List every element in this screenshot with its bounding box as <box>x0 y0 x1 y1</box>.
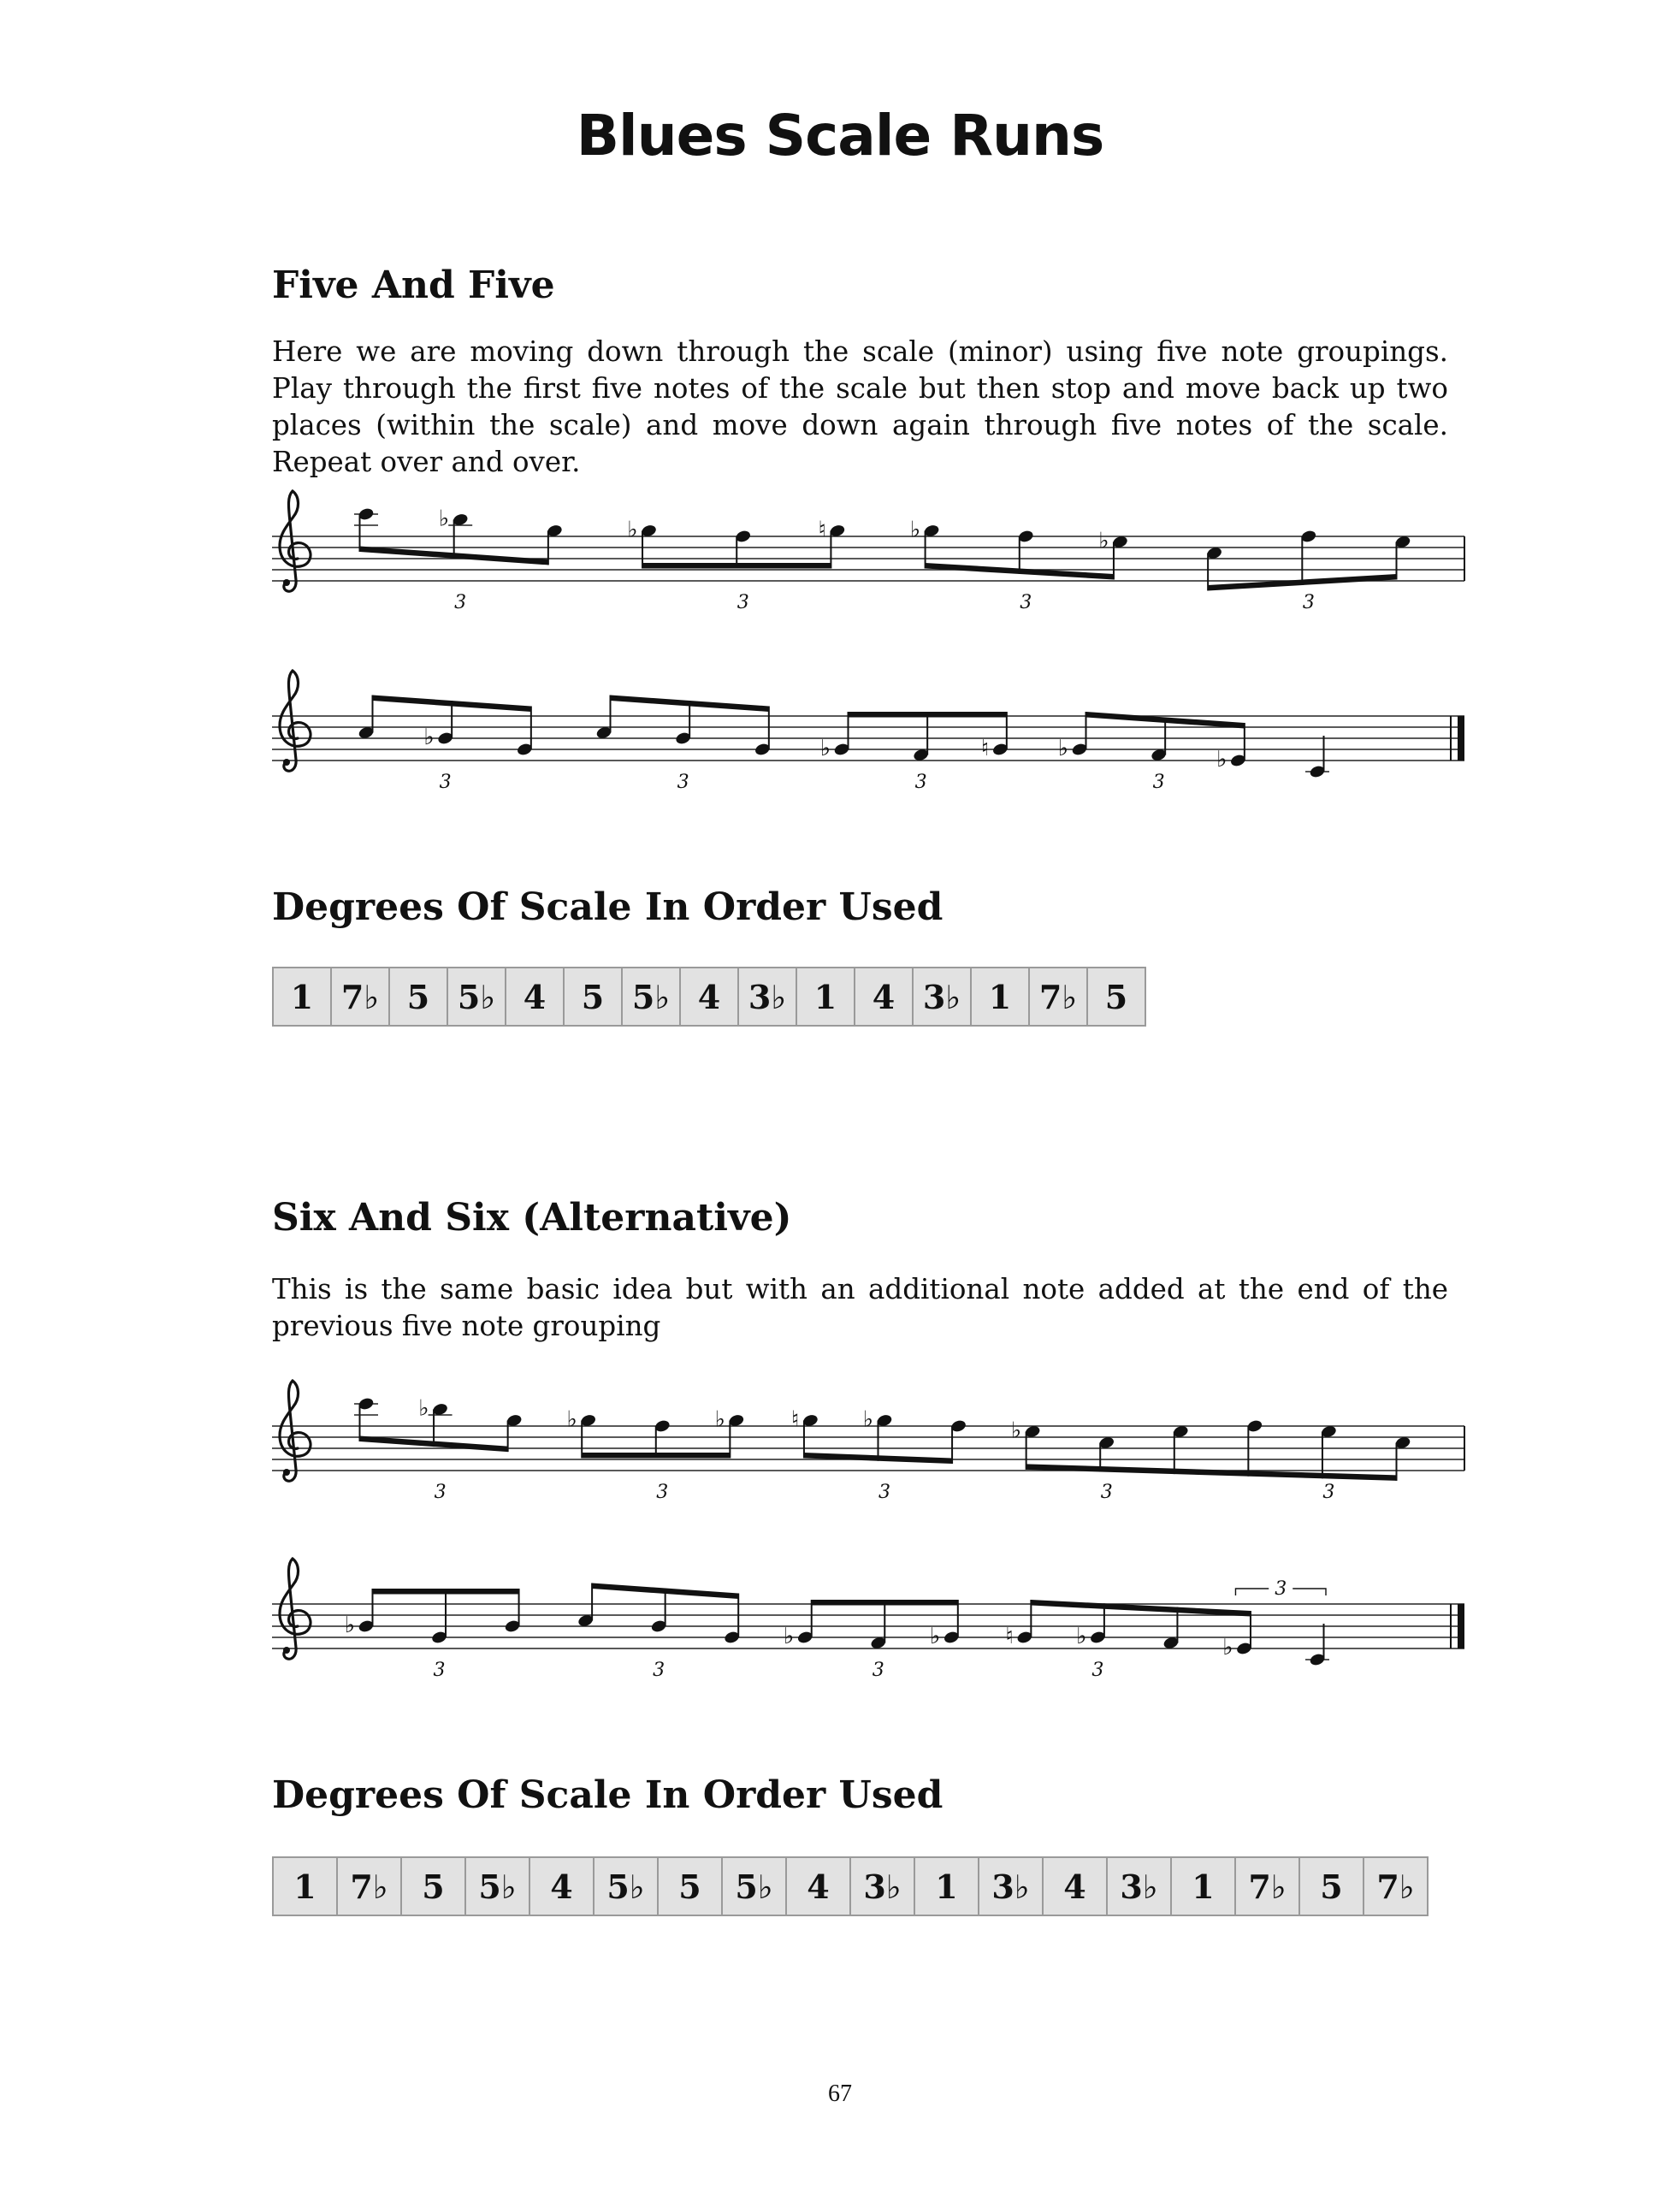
degree-cell: 5♭ <box>594 1857 658 1915</box>
degree-cell: 1 <box>971 968 1029 1026</box>
treble-clef-path <box>280 491 311 591</box>
degree-cell: 4 <box>1043 1857 1107 1915</box>
degree-cell: 7♭ <box>337 1857 401 1915</box>
degree-cell: 1 <box>796 968 855 1026</box>
notation-svg <box>257 1547 1488 1743</box>
flat-accidental: ♭ <box>714 1406 725 1433</box>
tuplet-number: 3 <box>656 1482 669 1503</box>
beam <box>812 1600 958 1606</box>
degree-cell: 3♭ <box>1107 1857 1171 1915</box>
tuplet-number: 3 <box>433 1660 446 1681</box>
beam <box>849 712 1007 718</box>
degree-cell: 7♭ <box>1029 968 1087 1026</box>
music-staff-system <box>257 1369 1488 1566</box>
tuplet-number: 3 <box>914 772 927 793</box>
final-barline <box>1458 716 1464 761</box>
tuplet-number: 3 <box>1152 772 1165 793</box>
degree-cell: 5♭ <box>722 1857 786 1915</box>
degree-cell: 3♭ <box>913 968 971 1026</box>
degrees-table <box>272 967 1146 1027</box>
beam <box>582 1453 730 1459</box>
treble-clef-icon <box>280 491 311 591</box>
tuplet-number: 3 <box>677 772 689 793</box>
degree-cell: 5 <box>1299 1857 1364 1915</box>
flat-accidental: ♭ <box>438 506 450 532</box>
flat-accidental: ♭ <box>1076 1624 1087 1649</box>
tuplet-bracket <box>1293 1589 1326 1595</box>
flat-accidental: ♭ <box>1057 736 1068 761</box>
degree-cell: 5 <box>658 1857 722 1915</box>
degrees-table <box>272 1856 1429 1916</box>
degree-cell: 3♭ <box>850 1857 914 1915</box>
section-description: Here we are moving down through the scale (minor) using five note groupings. Play through the first five notes of the scale but then stop and move back up two places (within the scale) and move down again through five notes of the scale. Repeat over and over. <box>272 335 1448 478</box>
treble-clef-dot <box>283 1647 290 1654</box>
flat-accidental: ♭ <box>566 1406 577 1433</box>
treble-clef-path <box>280 1559 311 1659</box>
degree-cell: 4 <box>855 968 913 1026</box>
natural-accidental: ♮ <box>1005 1624 1014 1649</box>
tuplet-bracket <box>1235 1589 1269 1595</box>
flat-accidental: ♭ <box>1216 747 1227 772</box>
degree-cell: 4 <box>506 968 564 1026</box>
natural-accidental: ♮ <box>791 1406 800 1433</box>
flat-accidental: ♭ <box>344 1613 355 1638</box>
treble-clef-path <box>280 1381 311 1481</box>
page-title: Blues Scale Runs <box>576 103 1104 169</box>
flat-accidental: ♭ <box>627 517 638 543</box>
degrees-row <box>273 968 1145 1026</box>
natural-accidental: ♮ <box>818 517 826 543</box>
flat-accidental: ♭ <box>1098 528 1109 554</box>
section-heading-six-and-six: Six And Six (Alternative) <box>272 1196 792 1240</box>
tuplet-number: 3 <box>736 592 749 613</box>
degree-cell: 1 <box>1171 1857 1235 1915</box>
flat-accidental: ♭ <box>1010 1418 1022 1444</box>
treble-clef-icon <box>280 1381 311 1481</box>
tuplet-number: 3 <box>1100 1482 1113 1503</box>
flat-accidental: ♭ <box>1222 1635 1233 1660</box>
final-barline <box>1458 1604 1464 1648</box>
tuplet-number: 3 <box>1322 1482 1335 1503</box>
degree-cell: 5 <box>564 968 622 1026</box>
flat-accidental: ♭ <box>819 736 831 761</box>
treble-clef-path <box>280 671 311 771</box>
flat-accidental: ♭ <box>783 1624 795 1649</box>
tuplet-number: 3 <box>878 1482 890 1503</box>
section-heading-five-and-five: Five And Five <box>272 263 555 307</box>
music-staff-system <box>257 1547 1488 1743</box>
treble-clef-icon <box>280 1559 311 1659</box>
music-staff-system <box>257 659 1488 855</box>
degree-cell: 4 <box>529 1857 594 1915</box>
degree-cell: 7♭ <box>1364 1857 1428 1915</box>
degree-cell: 5 <box>1087 968 1145 1026</box>
tuplet-number: 3 <box>872 1660 884 1681</box>
tuplet-number: 3 <box>1091 1660 1104 1681</box>
tuplet-number: 3 <box>1275 1578 1287 1600</box>
notation-svg <box>257 659 1488 855</box>
notation-svg <box>257 1369 1488 1566</box>
section-description: This is the same basic idea but with an additional note added at the end of the previous five note grouping <box>272 1273 1448 1342</box>
degrees-row <box>273 1857 1428 1915</box>
page-number: 67 <box>828 2080 852 2107</box>
treble-clef-dot <box>283 579 290 586</box>
tuplet-number: 3 <box>454 592 467 613</box>
degree-cell: 5 <box>389 968 447 1026</box>
notation-svg <box>257 479 1488 676</box>
degree-cell: 5♭ <box>447 968 506 1026</box>
degree-cell: 5♭ <box>622 968 680 1026</box>
flat-accidental: ♭ <box>423 725 435 750</box>
degree-cell: 3♭ <box>738 968 796 1026</box>
degree-cell: 4 <box>680 968 738 1026</box>
degree-cell: 5 <box>401 1857 465 1915</box>
treble-clef-icon <box>280 671 311 771</box>
beam <box>1026 1464 1397 1481</box>
degrees-heading: Degrees Of Scale In Order Used <box>272 1773 944 1817</box>
treble-clef-dot <box>283 759 290 766</box>
tuplet-number: 3 <box>653 1660 665 1681</box>
tuplet-number: 3 <box>439 772 452 793</box>
tuplet-number: 3 <box>1020 592 1032 613</box>
degree-cell: 1 <box>914 1857 979 1915</box>
flat-accidental: ♭ <box>418 1395 429 1422</box>
flat-accidental: ♭ <box>909 517 921 543</box>
flat-accidental: ♭ <box>862 1406 873 1433</box>
degrees-heading: Degrees Of Scale In Order Used <box>272 885 944 929</box>
degree-cell: 1 <box>273 1857 337 1915</box>
tuplet-number: 3 <box>1302 592 1315 613</box>
flat-accidental: ♭ <box>930 1624 941 1649</box>
natural-accidental: ♮ <box>981 736 990 761</box>
treble-clef-dot <box>283 1469 290 1476</box>
degree-cell: 7♭ <box>1235 1857 1299 1915</box>
degree-cell: 5♭ <box>465 1857 529 1915</box>
music-staff-system <box>257 479 1488 676</box>
degree-cell: 1 <box>273 968 331 1026</box>
beam <box>1031 1600 1251 1617</box>
tuplet-number: 3 <box>434 1482 447 1503</box>
beam <box>642 563 831 569</box>
degree-cell: 4 <box>786 1857 850 1915</box>
beam <box>373 1589 519 1595</box>
degree-cell: 7♭ <box>331 968 389 1026</box>
degree-cell: 3♭ <box>979 1857 1043 1915</box>
